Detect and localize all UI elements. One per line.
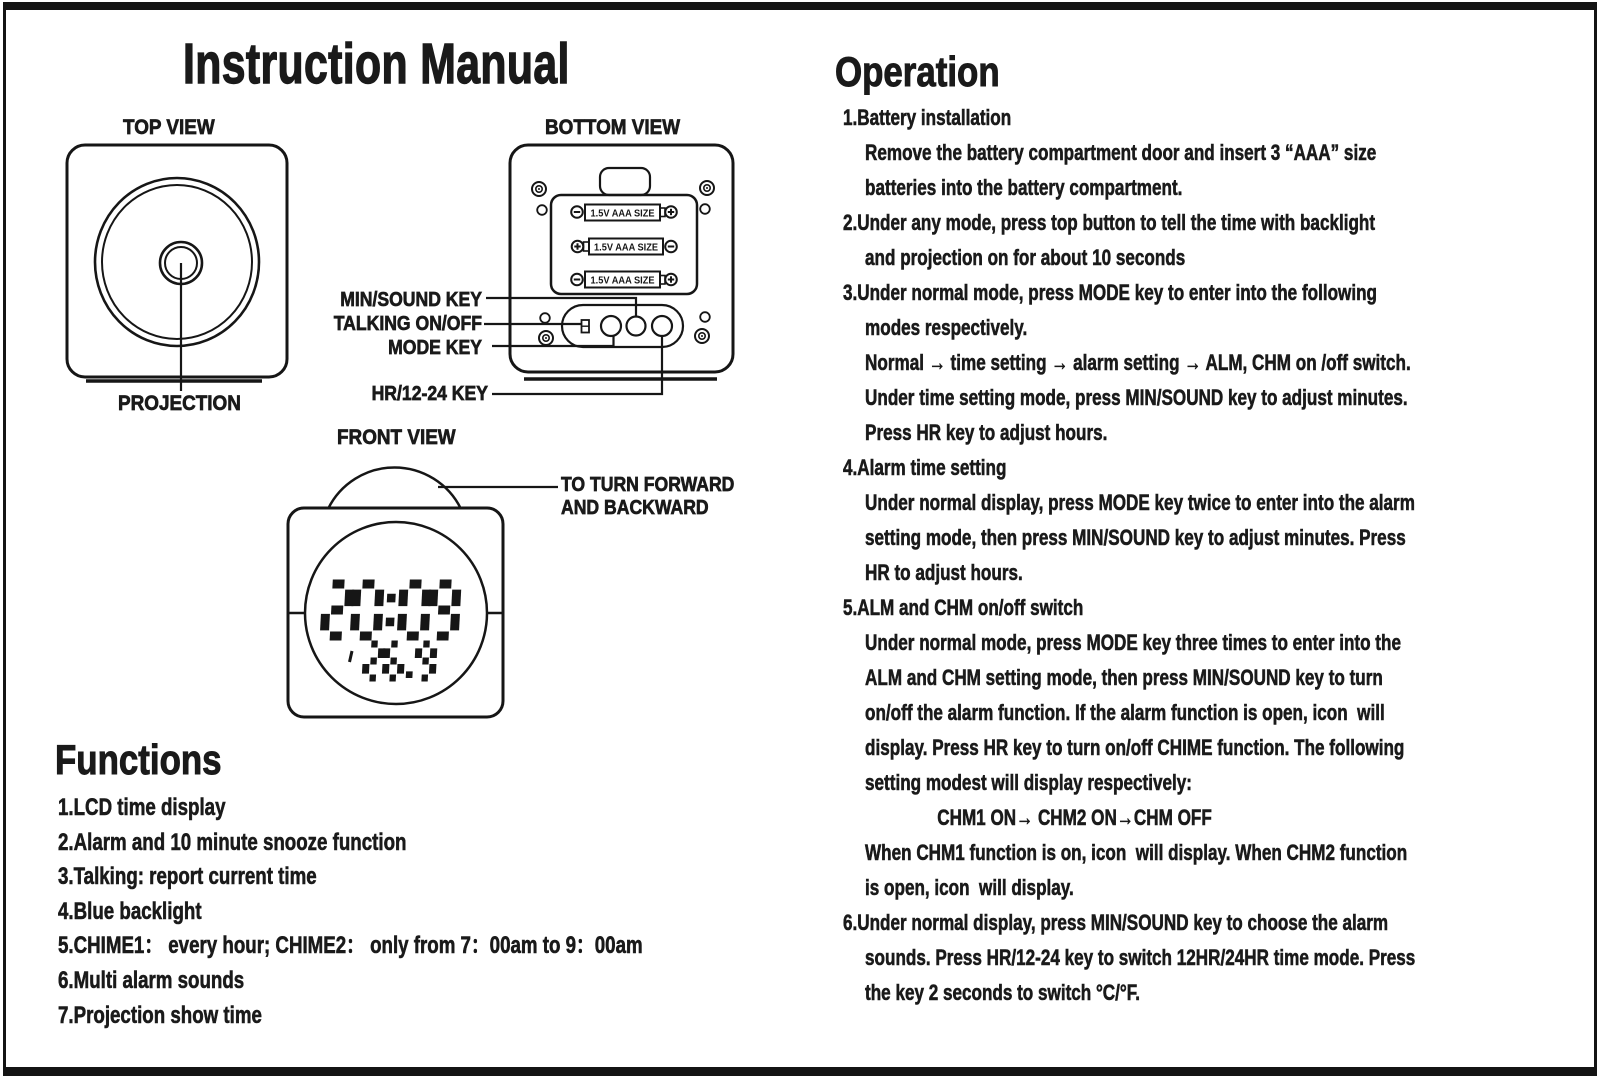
operation-line: HR to adjust hours. xyxy=(865,560,1023,585)
operation-line: Under normal mode, press MODE key three times to enter into the xyxy=(865,630,1401,655)
operation-line: display. Press HR key to turn on/off CHIME function. The following xyxy=(865,735,1405,760)
page-title: Instruction Manual xyxy=(183,32,570,96)
operation-line: ALM and CHM setting mode, then press MIN/SOUND key to turn xyxy=(865,665,1383,690)
operation-line: 4.Alarm time setting xyxy=(843,455,1007,480)
function-item: 7.Projection show time xyxy=(58,1001,262,1029)
mode-key-label: MODE KEY xyxy=(388,337,482,359)
operation-line: 3.Under normal mode, press MODE key to enter into the following xyxy=(843,280,1377,305)
function-item: 1.LCD time display xyxy=(58,794,226,821)
operation-heading: Operation xyxy=(835,48,1000,95)
operation-line: 5.ALM and CHM on/off switch xyxy=(843,595,1084,620)
top-view-diagram xyxy=(67,145,287,391)
projection-label: PROJECTION xyxy=(118,392,241,415)
operation-line: When CHM1 function is on, icon will display. When CHM2 function xyxy=(865,840,1408,865)
projector-dome xyxy=(328,467,461,509)
function-item: 6.Multi alarm sounds xyxy=(58,966,245,994)
operation-line: Normal → time setting → alarm setting → ALM, CHM on /off switch. xyxy=(865,350,1411,375)
talking-on-off-label: TALKING ON/OFF xyxy=(333,313,482,335)
mode-key-circle xyxy=(601,316,621,336)
operation-line: Remove the battery compartment door and insert 3 “AAA” size xyxy=(865,140,1377,165)
top-view-case xyxy=(67,145,287,377)
screw-icon xyxy=(532,181,714,345)
functions-heading: Functions xyxy=(55,736,222,783)
operation-line: setting modest will display respectively: xyxy=(865,770,1192,795)
operation-line: is open, icon will display. xyxy=(865,875,1074,900)
function-item: 3.Talking: report current time xyxy=(58,863,317,891)
operation-line: 1.Battery installation xyxy=(843,105,1012,130)
diagrams-canvas xyxy=(0,0,800,740)
function-item: 2.Alarm and 10 minute snooze function xyxy=(58,828,407,856)
operation-line: sounds. Press HR/12-24 key to switch 12HR/24HR time mode. Press xyxy=(865,945,1416,970)
operation-line: on/off the alarm function. If the alarm function is open, icon will xyxy=(865,700,1385,725)
turn-note-line-2: AND BACKWARD xyxy=(561,497,709,519)
min-sound-key-circle xyxy=(627,317,646,336)
battery-row-3 xyxy=(571,272,677,288)
min-sound-key-label: MIN/SOUND KEY xyxy=(340,289,482,311)
button-bar xyxy=(562,305,683,347)
operation-line: modes respectively. xyxy=(865,315,1028,340)
battery-label: 1.5V AAA SIZE xyxy=(594,241,658,254)
operation-line: batteries into the battery compartment. xyxy=(865,175,1183,200)
front-view-label: FRONT VIEW xyxy=(337,426,456,449)
hr-key-circle xyxy=(652,316,672,336)
battery-row-1 xyxy=(571,205,677,221)
battery-label: 1.5V AAA SIZE xyxy=(590,207,655,220)
operation-line: and projection on for about 10 seconds xyxy=(865,245,1186,270)
front-view-diagram xyxy=(288,467,558,717)
projection-lens-inner-ring xyxy=(102,185,252,339)
operation-line: Under normal display, press MODE key twice to enter into the alarm xyxy=(865,490,1415,515)
operation-line: setting mode, then press MIN/SOUND key to adjust minutes. Press xyxy=(865,525,1406,550)
battery-row-2 xyxy=(572,239,681,255)
turn-note-line-1: TO TURN FORWARD xyxy=(561,474,735,496)
hr-12-24-key-label: HR/12-24 KEY xyxy=(371,383,488,405)
front-view-case xyxy=(288,508,503,717)
operation-line: 6.Under normal display, press MIN/SOUND key to choose the alarm xyxy=(843,910,1389,935)
operation-line: CHM1 ON→ CHM2 ON→CHM OFF xyxy=(937,805,1212,830)
operation-line: Under time setting mode, press MIN/SOUND key to adjust minutes. xyxy=(865,385,1408,410)
battery-door-tab xyxy=(600,168,650,195)
operation-line: the key 2 seconds to switch °C/°F. xyxy=(865,980,1141,1005)
functions-list xyxy=(58,791,643,1033)
bottom-view-label: BOTTOM VIEW xyxy=(545,116,681,139)
operation-line: Press HR key to adjust hours. xyxy=(865,420,1108,445)
operation-line: 2.Under any mode, press top button to tell the time with backlight xyxy=(843,210,1376,235)
top-view-label: TOP VIEW xyxy=(123,116,215,139)
bottom-view-diagram xyxy=(484,145,733,394)
function-item: 4.Blue backlight xyxy=(58,897,202,925)
function-item: 5.CHIME1： every hour; CHIME2： only from 7：00am to 9：00am xyxy=(58,932,643,960)
battery-label: 1.5V AAA SIZE xyxy=(590,274,655,287)
operation-list xyxy=(843,100,1527,1010)
projection-lens-outer-ring xyxy=(95,178,259,346)
